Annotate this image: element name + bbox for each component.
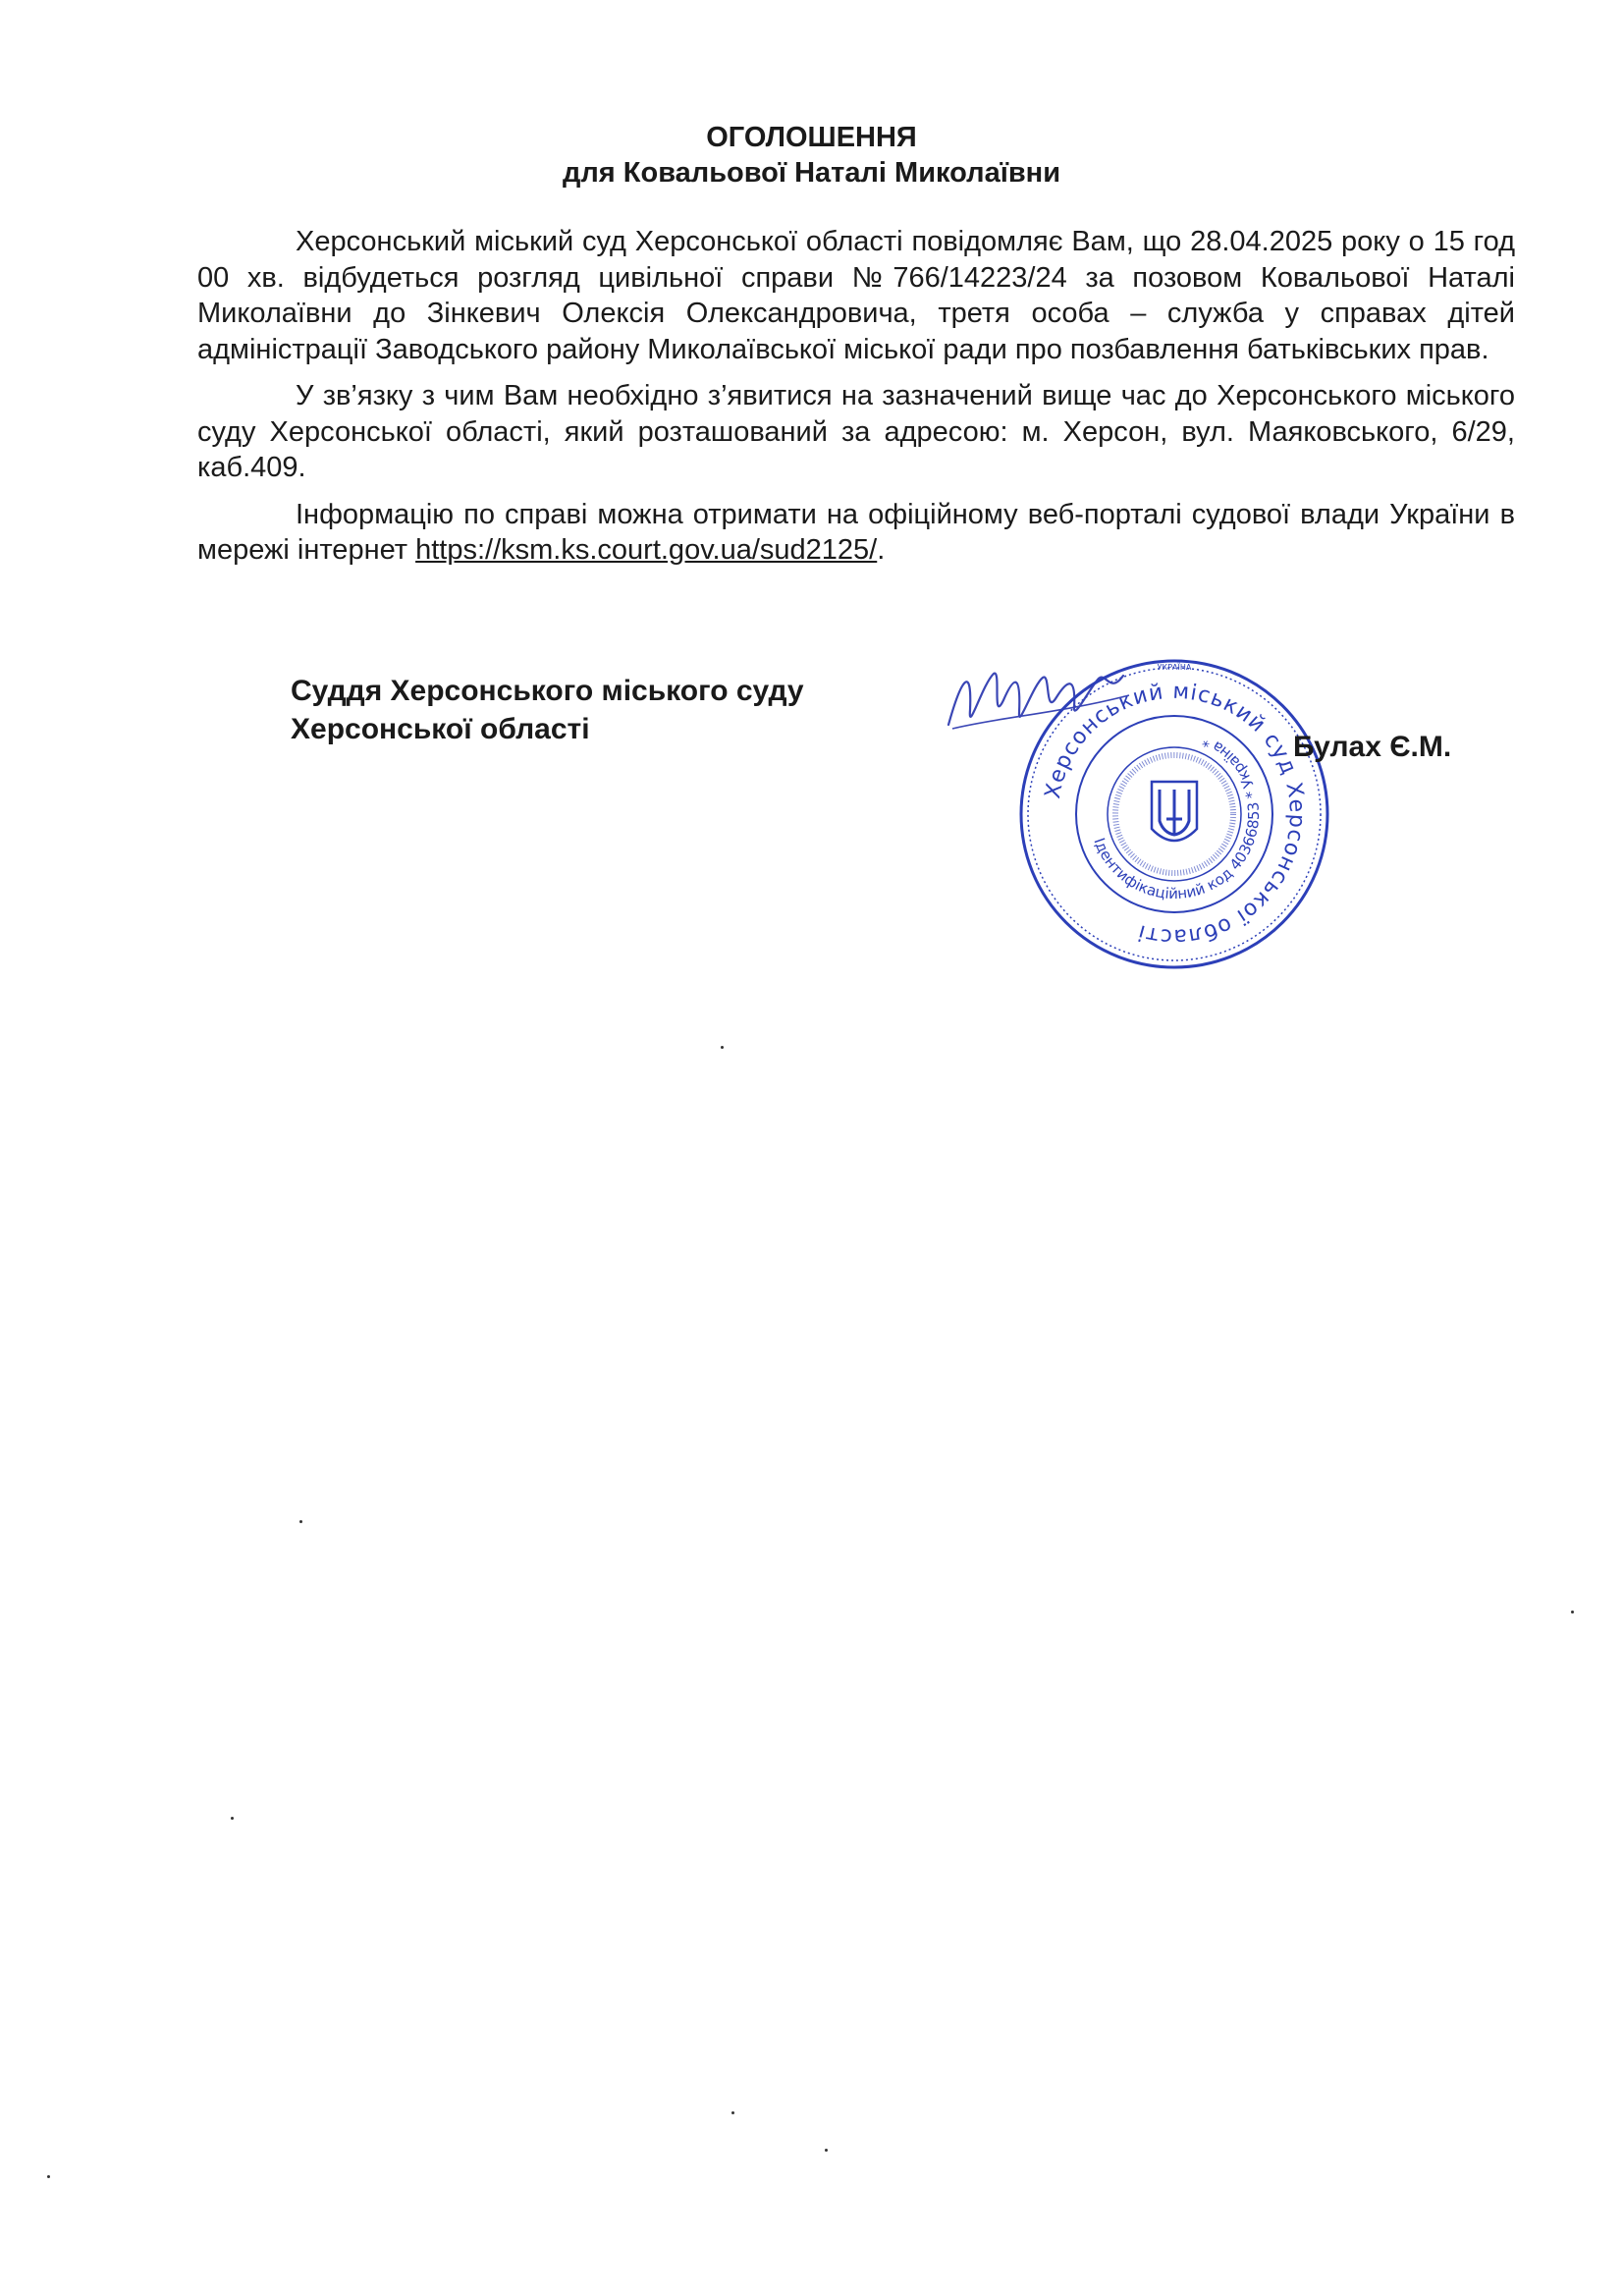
paragraph-info bbox=[197, 497, 1515, 569]
info-end: . bbox=[877, 534, 886, 566]
judge-position bbox=[291, 672, 804, 748]
svg-text:Ідентифікаційний код 40366853 bbox=[1090, 732, 1263, 902]
seal-inner-text: Ідентифікаційний код 40366853 * Україна * bbox=[1090, 732, 1264, 903]
judge-position-line2: Херсонської області bbox=[291, 713, 590, 745]
scan-speck bbox=[731, 2111, 734, 2114]
scan-speck bbox=[231, 1817, 234, 1820]
notice-title: ОГОЛОШЕННЯ bbox=[706, 122, 917, 153]
notice-body bbox=[197, 224, 1515, 579]
scan-speck bbox=[47, 2175, 50, 2178]
scan-speck bbox=[299, 1520, 302, 1523]
judge-name: Булах Є.М. bbox=[1293, 731, 1452, 763]
info-text: Інформацію по справі можна отримати на офіційному веб-порталі судової влади України в мережі інтернет bbox=[197, 498, 1515, 566]
scan-speck bbox=[1571, 1611, 1574, 1613]
scan-speck bbox=[721, 1046, 724, 1049]
paragraph-appearance: У зв’язку з чим Вам необхідно з’явитися на зазначений вище час до Херсонського міського суду Херсонської області, який розташований за адресою: м. Херсон, вул. Маяковського, 6/29, каб.409. bbox=[197, 380, 1515, 483]
court-website-link[interactable]: https://ksm.ks.court.gov.ua/sud2125/ bbox=[415, 534, 878, 566]
notice-subtitle: для Ковальової Наталі Миколаївни bbox=[562, 157, 1061, 189]
scan-speck bbox=[825, 2149, 828, 2152]
judge-position-line1: Суддя Херсонського міського суду bbox=[291, 675, 804, 707]
trident-icon bbox=[1152, 782, 1197, 841]
seal-top-text: УКРАЇНА bbox=[1157, 663, 1192, 672]
seal-outer-text: Херсонський міський суд Херсонської області bbox=[1041, 679, 1310, 950]
paragraph-hearing: Херсонський міський суд Херсонської області повідомляє Вам, що 28.04.2025 року о 15 год 00 хв. відбудеться розгляд цивільної справи №766/14223/24 за позовом Ковальової Наталі Миколаївни до Зінкевич Олексія Олександровича, третя особа – служба у справах дітей адміністрації Заводського району Миколаївської міської ради про позбавлення батьківських прав. bbox=[197, 226, 1515, 365]
court-seal bbox=[1016, 656, 1332, 972]
